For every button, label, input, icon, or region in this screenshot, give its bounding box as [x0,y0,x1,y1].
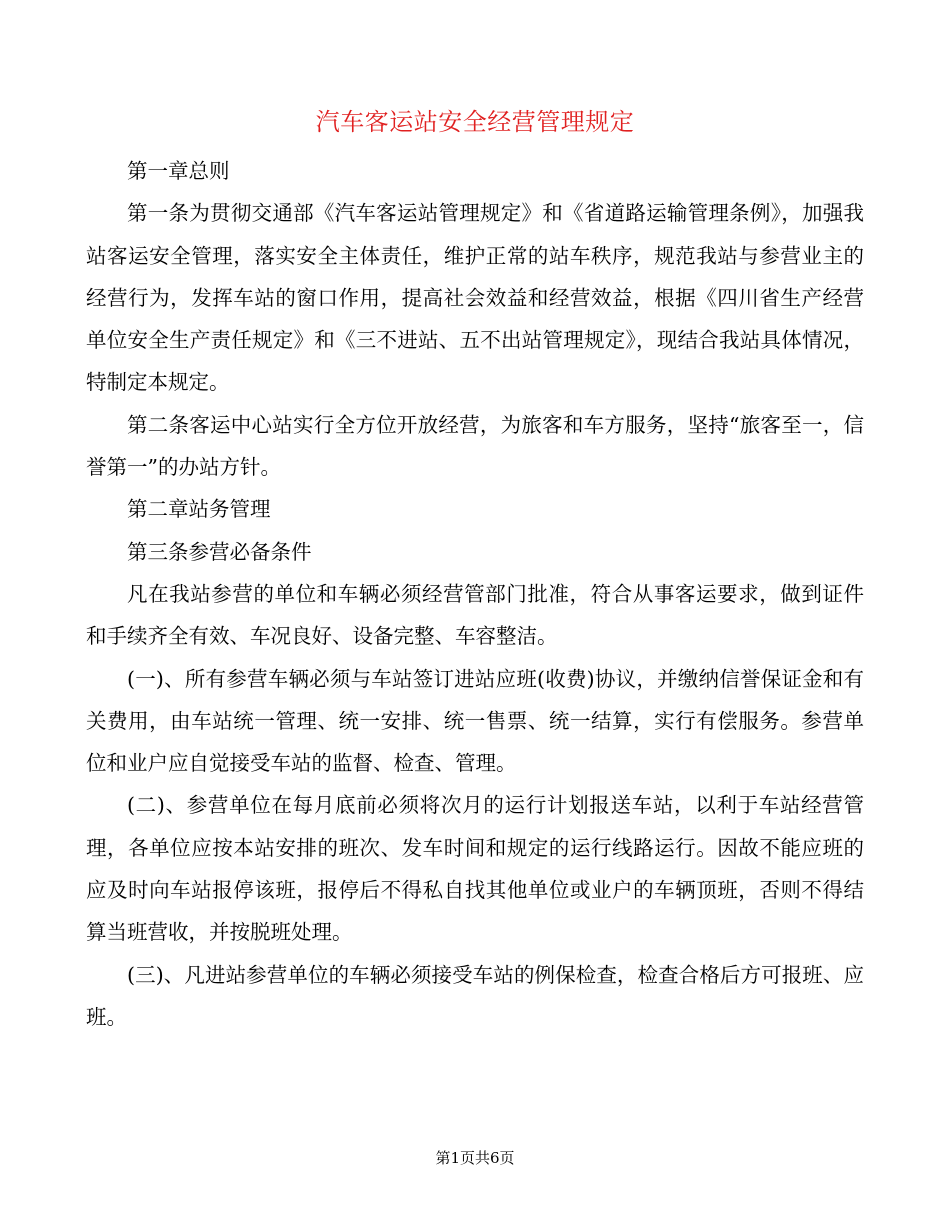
body-paragraph: 第一条为贯彻交通部《汽车客运站管理规定》和《省道路运输管理条例》，加强我站客运安全管理，落实安全主体责任，维护正常的站车秩序，规范我站与参营业主的经营行为，发挥车站的窗口作用，提高社会效益和经营效益，根据《四川省生产经营单位安全生产责任规定》和《三不进站、五不出站管理规定》，现结合我站具体情况，特制定本规定。 [86,201,864,395]
body-paragraph: (三)、凡进站参营单位的车辆必须接受车站的例保检查，检查合格后方可报班、应班。 [86,962,864,1029]
body-paragraph: 凡在我站参营的单位和车辆必须经营管部门批准，符合从事客运要求，做到证件和手续齐全有效、车况良好、设备完整、车容整洁。 [86,581,864,649]
body-paragraph: 第二条客运中心站实行全方位开放经营，为旅客和车方服务，坚持“旅客至一，信誉第一”的办站方针。 [86,412,864,480]
document-body [86,150,864,1038]
body-paragraph: (一)、所有参营车辆必须与车站签订进站应班(收费)协议，并缴纳信誉保证金和有关费用，由车站统一管理、统一安排、统一售票、统一结算，实行有偿服务。参营单位和业户应自觉接受车站的监督、检查、管理。 [86,666,864,776]
body-paragraph: (二)、参营单位在每月底前必须将次月的运行计划报送车站，以利于车站经营管理，各单位应按本站安排的班次、发车时间和规定的运行线路运行。因故不能应班的应及时向车站报停该班，报停后不得私自找其他单位或业户的车辆顶班，否则不得结算当班营收，并按脱班处理。 [86,793,864,945]
chapter-heading: 第一章总则 [127,159,230,183]
article-heading: 第三条参营必备条件 [127,539,312,564]
chapter-heading: 第二章站务管理 [127,497,271,522]
page-number: 第1页共6页 [435,1149,515,1167]
document-title: 汽车客运站安全经营管理规定 [315,108,635,136]
